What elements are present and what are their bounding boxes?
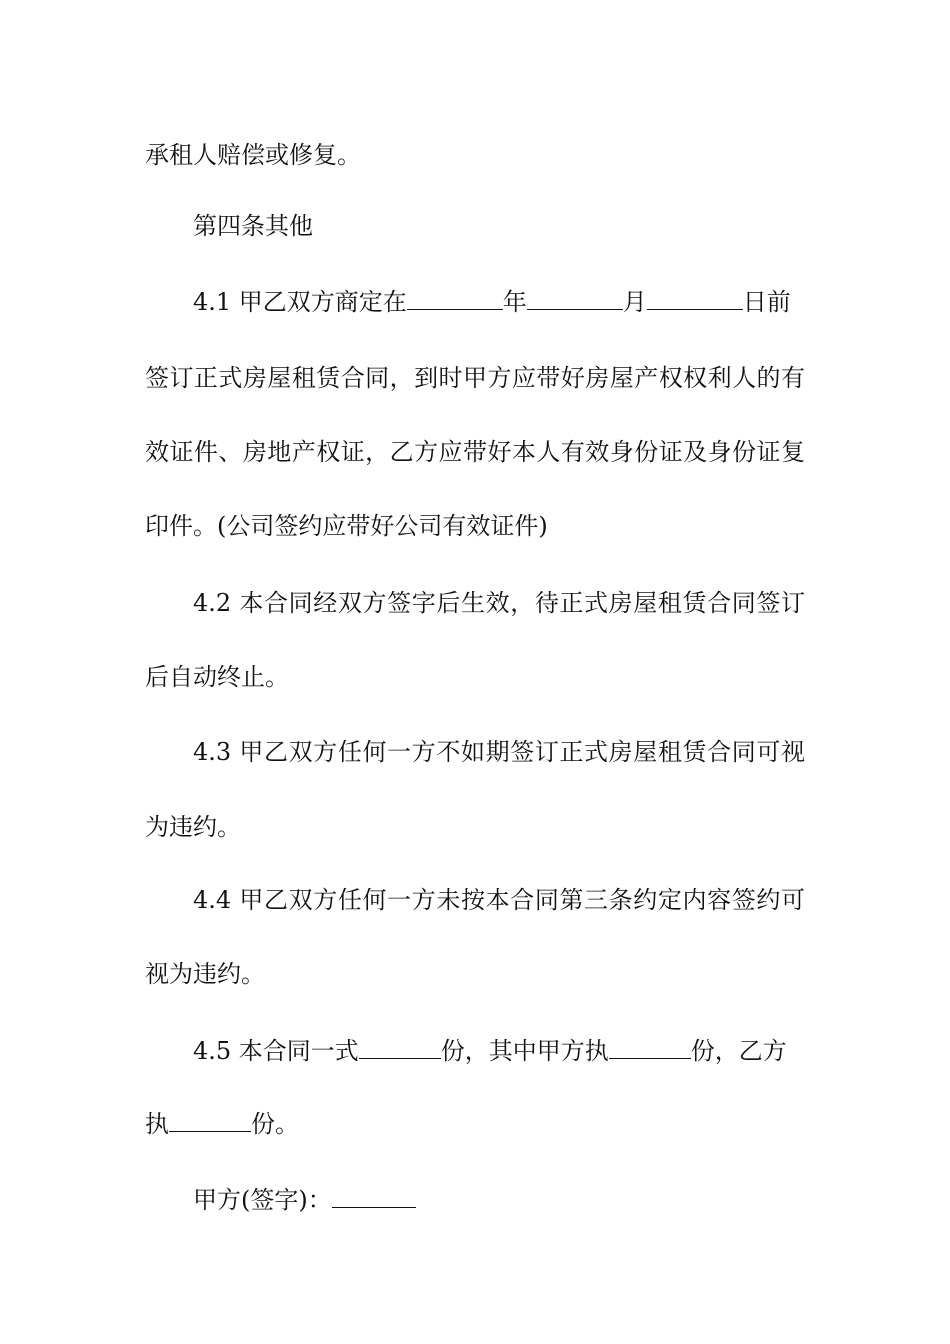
signature-label: 甲方(签字)： <box>193 1186 332 1214</box>
party-a-signature-blank <box>332 1185 416 1208</box>
clause-text: 月 <box>622 288 647 316</box>
clause-4-5-line <box>193 1035 805 1067</box>
clause-4-3-line: 4.3 甲乙双方任何一方不如期签订正式房屋租赁合同可视 <box>193 738 805 766</box>
clause-text: 份，乙方 <box>690 1037 787 1065</box>
month-blank <box>527 287 623 310</box>
clause-text: 4.5 本合同一式 <box>193 1037 359 1065</box>
day-blank <box>647 287 743 310</box>
paragraph-line: 为违约。 <box>145 813 241 841</box>
clause-text: 份，其中甲方执 <box>440 1037 609 1065</box>
clause-4-2-line: 4.2 本合同经双方签字后生效，待正式房屋租赁合同签订 <box>193 589 805 617</box>
paragraph-line <box>145 1108 805 1140</box>
clause-text: 执 <box>145 1110 169 1138</box>
paragraph-line: 承租人赔偿或修复。 <box>145 141 361 169</box>
paragraph-line: 视为违约。 <box>145 960 265 988</box>
clause-4-1-line <box>193 286 805 318</box>
year-blank <box>407 287 503 310</box>
paragraph-line: 效证件、房地产权证，乙方应带好本人有效身份证及身份证复 <box>145 438 805 466</box>
copies-party-a-blank <box>609 1036 691 1059</box>
party-a-signature-line <box>193 1184 805 1216</box>
clause-text: 4.1 甲乙双方商定在 <box>193 288 407 316</box>
copies-party-b-blank <box>169 1109 251 1132</box>
section-heading: 第四条其他 <box>193 212 313 240</box>
paragraph-line: 印件。(公司签约应带好公司有效证件) <box>145 512 548 540</box>
clause-text: 日前 <box>742 288 791 316</box>
clause-4-4-line: 4.4 甲乙双方任何一方未按本合同第三条约定内容签约可 <box>193 886 805 914</box>
clause-text: 份。 <box>251 1110 299 1138</box>
copies-total-blank <box>359 1036 441 1059</box>
paragraph-line: 后自动终止。 <box>145 663 289 691</box>
paragraph-line: 签订正式房屋租赁合同，到时甲方应带好房屋产权权利人的有 <box>145 364 805 392</box>
clause-text: 年 <box>502 288 527 316</box>
